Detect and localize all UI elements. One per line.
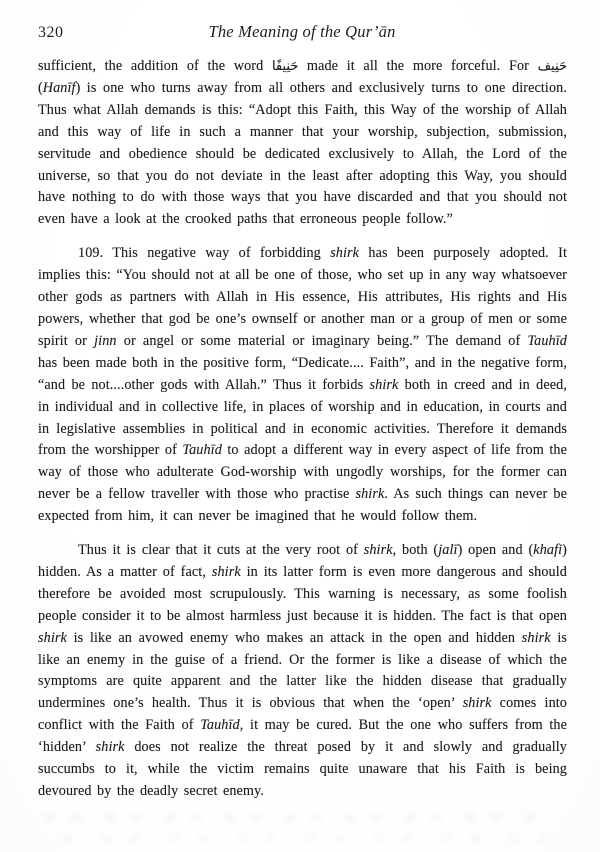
italic-term: jalī	[438, 542, 458, 559]
italic-term: shirk	[38, 629, 67, 646]
paragraph-conclusion	[38, 540, 567, 803]
italic-term: shirk	[363, 542, 393, 559]
italic-term: shirk	[462, 695, 492, 712]
text-run: ) open and (	[457, 542, 534, 559]
arabic-word: حَنِيف	[537, 59, 567, 74]
text-run: . As such things can never be expected from him, it can never be imagined that he would follow them.	[38, 486, 567, 525]
paragraph-note-109	[38, 243, 567, 528]
text-run: Thus it is clear that it cuts at the very root of	[78, 542, 364, 559]
text-run: , it may be cured. But the one who suffers from the ‘hidden’	[38, 717, 567, 756]
text-run: is like an enemy in the guise of a friend. Or the former is like a disease of which the symptoms are quite apparent and the latter like the hidden disease that gradually undermines one’s health. Thus it is obvious that when the ‘open’	[38, 629, 567, 712]
text-run: both in creed and in deed, in individual and in collective life, in places of worship and in education, in courts and in legislative assemblies in political and in economic activities. Therefore it demands from the worshipper of	[38, 376, 567, 459]
text-run: made it all the more forceful. For	[298, 58, 538, 74]
text-run: does not realize the threat posed by it and slowly and gradually succumbs to it, while the victim remains quite unaware that his Faith is being devoured by the deadly secret enemy.	[38, 739, 567, 799]
text-run: is like an avowed enemy who makes an attack in the open and hidden	[66, 629, 522, 646]
text-run: , both (	[392, 542, 439, 559]
text-run: in its latter form is even more dangerous and should therefore be avoided most scrupulously. This warning is necessary, as some foolish people consider it to be almost harmless just because it is hidden. The fact is that open	[38, 563, 567, 624]
italic-term: shirk	[521, 629, 551, 646]
scan-bleedthrough-artifact	[45, 834, 545, 842]
italic-term: khafi	[533, 542, 563, 559]
paragraph-continuation	[38, 56, 567, 231]
italic-term: shirk	[95, 739, 125, 756]
arabic-word: حَنِيفًا	[271, 59, 299, 74]
italic-term: Tauhīd	[200, 717, 240, 734]
text-run: comes into conflict with the Faith of	[38, 695, 568, 734]
text-run: to adopt a different way in every aspect of life from the way of those who adulterate God-worship with ungodly worships, for the former can never be a fellow traveller with those who practise	[38, 442, 567, 503]
page-header	[38, 22, 566, 46]
italic-term: shirk	[211, 563, 241, 580]
book-title: The Meaning of the Qur’ān	[208, 22, 396, 41]
text-run: ) hidden. As a matter of fact,	[38, 542, 567, 580]
italic-term: Hanīf	[42, 79, 76, 96]
scan-bleedthrough-artifact	[45, 814, 545, 822]
text-run: sufficient, the addition of the word	[38, 58, 272, 74]
italic-term: Tauhīd	[182, 442, 222, 459]
page-number: 320	[38, 24, 64, 41]
text-run: 109. This negative way of forbidding	[78, 245, 331, 262]
text-run: has been made both in the positive form, “Dedicate.... Faith”, and in the negative form, “and be not....other gods with Allah.” Thus it forbids	[38, 354, 567, 393]
text-run: (	[38, 79, 43, 96]
text-run: or angel or some material or imaginary being.” The demand of	[116, 332, 528, 349]
italic-term: shirk	[330, 245, 360, 262]
text-run: has been purposely adopted. It implies this: “You should not at all be one of those, who set up in any way whatsoever other gods as partners with Allah in His essence, His attributes, His rights and His powers, whether that god be one’s ownself or another man or a group of men or some spirit or	[38, 245, 568, 349]
italic-term: Tauhīd	[527, 332, 567, 349]
italic-term: shirk	[369, 376, 399, 393]
italic-term: shirk	[355, 486, 385, 503]
text-run: ) is one who turns away from all others and exclusively turns to one direction. Thus what Allah demands is this: “Adopt this Faith, this Way of the worship of Allah and this way of life in such a manner that your worship, subjection, submission, servitude and obedience should be dedicated exclusively to Allah, the Lord of the universe, so that you do not deviate in the least after adopting this Way, you should have nothing to do with those ways that you have discarded and that you should not even have a look at the crooked paths that erroneous people follow.”	[38, 79, 567, 228]
italic-term: jinn	[94, 332, 117, 349]
page-body	[38, 56, 567, 815]
